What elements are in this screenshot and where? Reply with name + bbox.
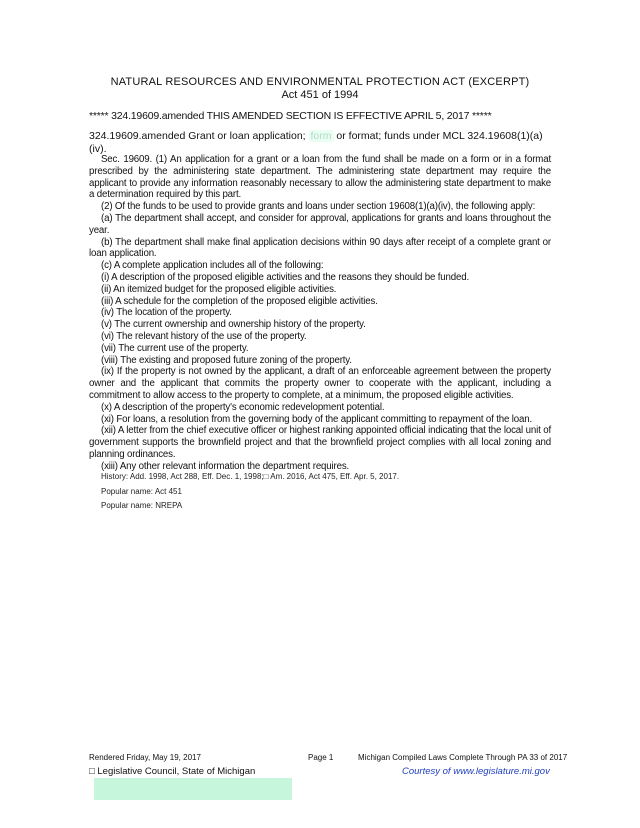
paragraph: (c) A complete application includes all of the following:: [101, 260, 324, 272]
paragraph: Sec. 19609. (1) An application for a grant or a loan from the fund shall be made on a form or in a format prescribed by the administering state department. The administering state department may require the applicant to provide any information reasonably necessary to allow the administering state department to make a determination required by this part.: [89, 154, 551, 201]
paragraph: (xiii) Any other relevant information the department requires.: [101, 460, 350, 472]
section-title-highlight: form: [310, 130, 332, 142]
popular-name-act: Popular name: Act 451: [101, 487, 182, 496]
act-number: Act 451 of 1994: [281, 89, 359, 101]
popular-name-nrepa: Popular name: NREPA: [101, 501, 183, 510]
effective-notice: ***** 324.19609.amended THIS AMENDED SECTION IS EFFECTIVE APRIL 5, 2017 *****: [89, 110, 492, 122]
act-title: NATURAL RESOURCES AND ENVIRONMENTAL PROTECTION ACT (EXCERPT): [110, 76, 530, 88]
paragraph: (ii) An itemized budget for the proposed eligible activities.: [101, 283, 337, 295]
paragraph: (i) A description of the proposed eligible activities and the reasons they should be funded.: [101, 271, 470, 283]
paragraph: (vii) The current use of the property.: [101, 342, 249, 354]
section-title-part-1: 324.19609.amended Grant or loan application;: [89, 130, 306, 142]
courtesy-link[interactable]: Courtesy of www.legislature.mi.gov: [402, 766, 550, 777]
paragraph: (2) Of the funds to be used to provide grants and loans under section 19608(1)(a)(iv), the following apply:: [101, 201, 536, 213]
paragraph: (xii) A letter from the chief executive officer or highest ranking appointed official indicating that the local unit of government supports the brownfield project and that the brownfield project complies with all local zoning and planning ordinances.: [89, 425, 551, 460]
copyright-notice: □ Legislative Council, State of Michigan: [89, 766, 256, 777]
paragraph: (v) The current ownership and ownership history of the property.: [101, 319, 366, 331]
rendered-date: Rendered Friday, May 19, 2017: [89, 753, 201, 762]
section-title: [89, 130, 551, 156]
highlight-box: [94, 778, 292, 800]
paragraph: (viii) The existing and proposed future zoning of the property.: [101, 354, 352, 366]
page-number: Page 1: [308, 753, 334, 762]
paragraph: (a) The department shall accept, and consider for approval, applications for grants and loans throughout the year.: [89, 212, 551, 236]
section-body: [89, 154, 551, 473]
paragraph: (vi) The relevant history of the use of the property.: [101, 330, 307, 342]
paragraph: (x) A description of the property's economic redevelopment potential.: [101, 401, 385, 413]
paragraph: (ix) If the property is not owned by the applicant, a draft of an enforceable agreement between the property owner and the applicant that commits the property owner to cooperate with the applicant, including a commitment to allow access to the property to complete, at a minimum, the proposed eligible activities.: [89, 366, 551, 401]
paragraph: (iv) The location of the property.: [101, 307, 232, 319]
paragraph: (xi) For loans, a resolution from the governing body of the applicant committing to repayment of the loan.: [101, 413, 533, 425]
history-note: History: Add. 1998, Act 288, Eff. Dec. 1, 1998;□ Am. 2016, Act 475, Eff. Apr. 5, 2017.: [101, 472, 400, 481]
paragraph: (b) The department shall make final application decisions within 90 days after receipt of a complete grant or loan application.: [89, 236, 551, 260]
compiled-through: Michigan Compiled Laws Complete Through PA 33 of 2017: [358, 753, 568, 762]
section-title-part-2: or format; funds under MCL 324.19608(1)(a)(iv).: [89, 130, 543, 155]
paragraph: (iii) A schedule for the completion of the proposed eligible activities.: [101, 295, 378, 307]
